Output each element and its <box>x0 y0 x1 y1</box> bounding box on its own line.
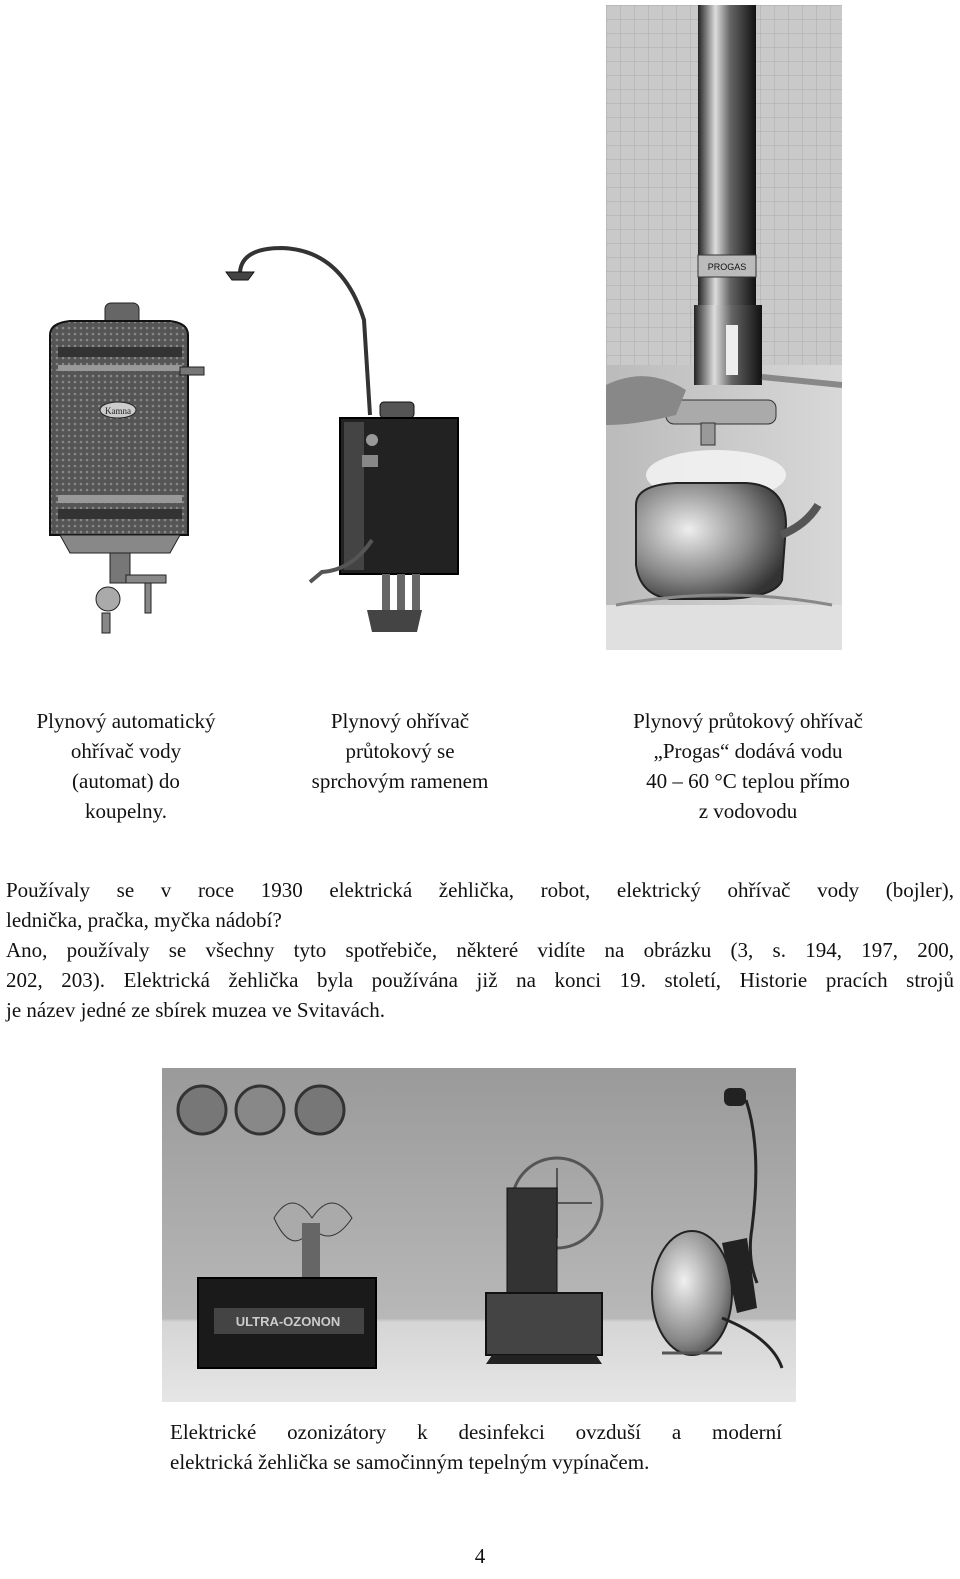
figure-shower-heater <box>222 240 472 640</box>
automatic-water-heater-illustration <box>30 295 210 645</box>
caption-line: Plynový průtokový ohřívač <box>633 709 863 733</box>
figure-progas-photo <box>606 5 842 650</box>
ozonizer-label-text: ULTRA-OZONON <box>235 1314 341 1329</box>
caption-automatic-water-heater <box>15 706 237 826</box>
caption-line: Plynový automatický <box>36 709 216 733</box>
caption-ozonizers-and-iron <box>170 1417 782 1477</box>
shower-heater-illustration <box>222 240 472 640</box>
progas-label-text: PROGAS <box>707 262 747 272</box>
caption-line: „Progas“ dodává vodu <box>653 739 843 763</box>
caption-progas-heater <box>598 706 898 826</box>
figure-ozonizers-and-iron-photo <box>162 1068 796 1402</box>
caption-line: z vodovodu <box>698 799 798 823</box>
figure-automatic-water-heater <box>30 295 210 645</box>
body-line: lednička, pračka, myčka nádobí? <box>6 908 282 932</box>
caption-line: Elektrické ozonizátory k desinfekci ovzduší a moderní <box>170 1420 782 1444</box>
caption-line: (automat) do <box>72 769 180 793</box>
page-number: 4 <box>474 1544 486 1568</box>
caption-line: elektrická žehlička se samočinným tepelným vypínačem. <box>170 1450 650 1474</box>
body-line: je název jedné ze sbírek muzea ve Svitavách. <box>6 998 385 1022</box>
body-paragraph <box>6 875 954 1025</box>
caption-line: ohřívač vody <box>70 739 182 763</box>
caption-line: 40 – 60 °C teplou přímo <box>646 769 850 793</box>
automat-logo-text: Kamna <box>105 406 131 416</box>
caption-line: průtokový se <box>345 739 455 763</box>
caption-line: koupelny. <box>84 799 168 823</box>
caption-line: sprchovým ramenem <box>311 769 489 793</box>
caption-shower-heater <box>285 706 515 796</box>
body-line: Ano, používaly se všechny tyto spotřebiče, některé vidíte na obrázku (3, s. 194, 197, 200, <box>6 938 954 962</box>
caption-line: Plynový ohřívač <box>330 709 470 733</box>
body-line: Používaly se v roce 1930 elektrická žehlička, robot, elektrický ohřívač vody (bojler), <box>6 878 954 902</box>
body-line: 202, 203). Elektrická žehlička byla používána již na konci 19. století, Historie pracích strojů <box>6 968 954 992</box>
progas-photo-illustration <box>606 5 842 650</box>
ozonizers-iron-photo-illustration <box>162 1068 796 1402</box>
